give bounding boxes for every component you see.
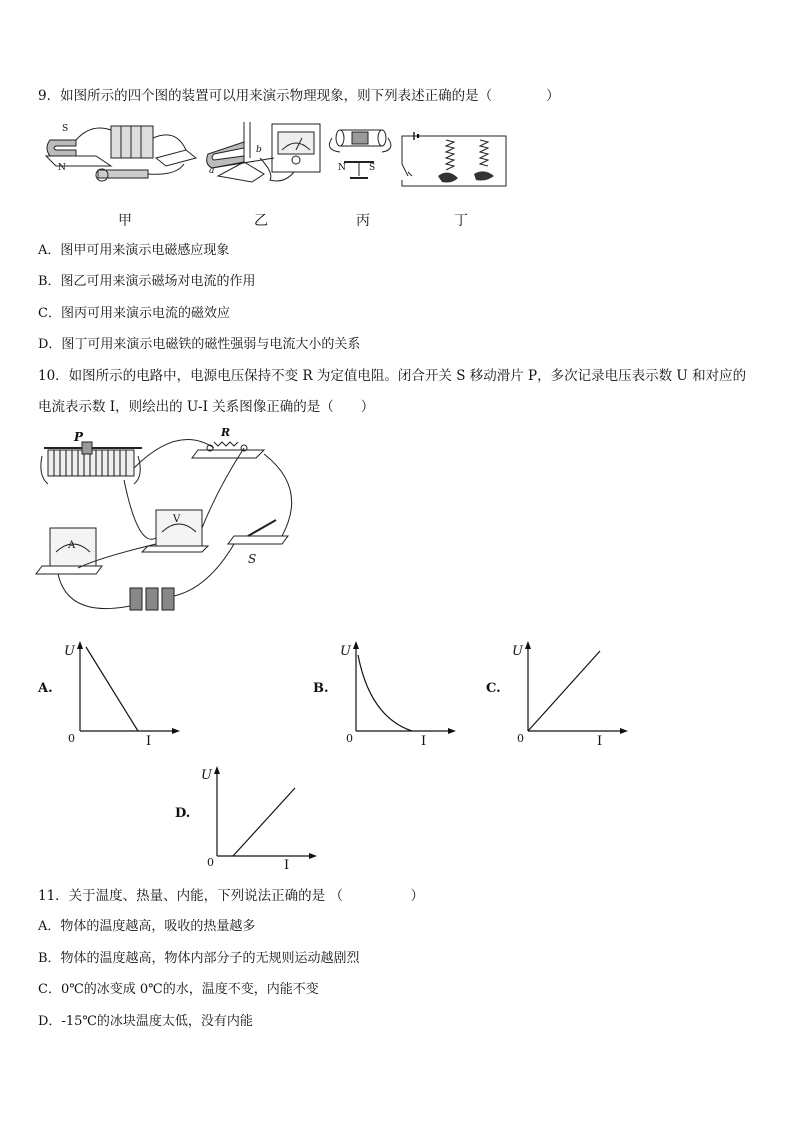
q10-option-d-label: D. <box>175 806 191 821</box>
q10-label-r: R <box>221 426 231 439</box>
q9-option-c: C．图丙可用来演示电流的磁效应 <box>38 306 230 321</box>
q10-option-c-label: C. <box>486 681 501 696</box>
q10-graph-d-origin: 0 <box>207 856 214 869</box>
q9-figure-yi <box>204 118 334 188</box>
q9-yi-mark-a: a <box>209 166 215 176</box>
q10-label-voltmeter: V <box>173 514 181 525</box>
q10-label-p: P <box>74 430 84 444</box>
q10-graph-d <box>213 766 333 866</box>
q9-stem: 9．如图所示的四个图的装置可以用来演示物理现象，则下列表述正确的是（ ） <box>38 88 560 104</box>
q9-jia-mark-n: N <box>58 163 66 173</box>
q11-option-a: A．物体的温度越高，吸收的热量越多 <box>38 919 256 934</box>
q11-option-d: D．-15℃的冰块温度太低，没有内能 <box>38 1014 253 1029</box>
q10-graph-c-y-label: U <box>512 644 523 659</box>
q11-option-b: B．物体的温度越高，物体内部分子的无规则运动越剧烈 <box>38 951 360 966</box>
q10-stem-line2: 电流表示数 I，则绘出的 U-I 关系图像正确的是（ ） <box>38 399 375 415</box>
q9-label-jia: 甲 <box>118 213 132 229</box>
q10-graph-a-x-label: I <box>146 734 152 749</box>
q9-jia-mark-s: S <box>62 124 69 134</box>
q10-graph-c <box>524 641 644 741</box>
q10-graph-c-line <box>528 651 600 731</box>
q10-graph-b <box>352 641 472 741</box>
q10-graph-c-origin: 0 <box>517 732 524 745</box>
q9-figure-ding <box>398 118 508 188</box>
q10-graph-c-x-label: I <box>597 734 603 749</box>
q9-label-yi: 乙 <box>254 213 268 229</box>
q9-option-b: B．图乙可用来演示磁场对电流的作用 <box>38 274 256 289</box>
q9-bing-mark-n: N <box>338 163 346 173</box>
q10-graph-b-curve <box>358 655 412 731</box>
q9-label-ding: 丁 <box>454 213 468 229</box>
q9-label-bing: 丙 <box>356 213 370 229</box>
q10-graph-b-x-label: I <box>421 734 427 749</box>
q11-option-c: C．0℃的冰变成 0℃的水，温度不变，内能不变 <box>38 982 319 997</box>
q10-stem-line1: 10．如图所示的电路中，电源电压保持不变 R 为定值电阻。闭合开关 S 移动滑片 P，多次记录电压表示数 U 和对应的 <box>38 368 747 384</box>
q9-option-d: D．图丁可用来演示电磁铁的磁性强弱与电流大小的关系 <box>38 337 361 352</box>
q9-yi-mark-b: b <box>256 145 262 155</box>
q10-graph-d-line <box>233 788 295 856</box>
q10-option-b-label: B. <box>313 681 329 696</box>
q10-graph-d-x-label: I <box>284 858 290 873</box>
q10-graph-a <box>76 641 196 741</box>
q9-figure-bing <box>330 118 400 188</box>
q11-stem: 11．关于温度、热量、内能，下列说法正确的是 （ ） <box>38 888 424 904</box>
q9-bing-mark-s: S <box>369 163 376 173</box>
q10-graph-a-line <box>86 647 138 731</box>
q10-graph-b-origin: 0 <box>346 732 353 745</box>
q10-label-s: S <box>248 552 257 566</box>
q10-label-ammeter: A <box>68 540 76 551</box>
q10-circuit-diagram <box>38 428 298 618</box>
q10-graph-b-y-label: U <box>340 644 351 659</box>
q9-option-a: A．图甲可用来演示电磁感应现象 <box>38 243 230 258</box>
q10-graph-d-y-label: U <box>201 768 212 783</box>
q10-option-a-label: A. <box>38 681 53 696</box>
q10-graph-a-origin: 0 <box>68 732 75 745</box>
q10-graph-a-y-label: U <box>64 644 75 659</box>
